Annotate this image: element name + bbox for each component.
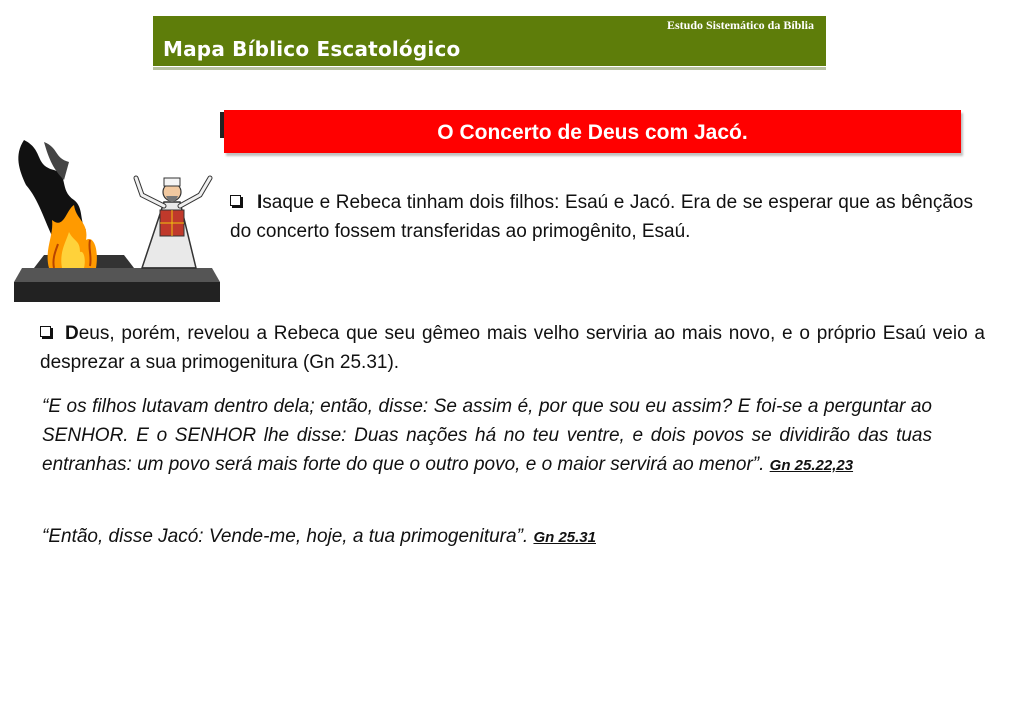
header-series: Estudo Sistemático da Bíblia xyxy=(666,18,814,32)
section-title: O Concerto de Deus com Jacó. xyxy=(437,121,748,144)
paragraph-initial: D xyxy=(65,323,79,344)
quote-reference: Gn 25.22,23 xyxy=(769,457,854,474)
quote-text: “E os filhos lutavam dentro dela; então, disse: Se assim é, por que sou eu assim? E foi-se a perguntar ao SENHOR. E o SENHOR lhe disse: Duas nações há no teu ventre, e dois povos se dividirão das tuas entranhas: um povo será mais forte do que o outro povo, e o maior servirá ao menor”. xyxy=(42,396,932,475)
square-bullet-icon xyxy=(230,195,241,206)
paragraph-isaque xyxy=(230,188,973,246)
paragraph-initial: I xyxy=(257,192,263,213)
paragraph-text: saque e Rebeca tinham dois filhos: Esaú e Jacó. Era de se esperar que as bênçãos do concerto fossem transferidas ao primogênito, Esaú. xyxy=(230,192,973,242)
quote-text: “Então, disse Jacó: Vende-me, hoje, a tua primogenitura”. xyxy=(42,526,529,547)
header-bar xyxy=(153,16,826,66)
quote-reference: Gn 25.31 xyxy=(533,529,596,546)
section-banner xyxy=(224,110,961,153)
square-bullet-icon xyxy=(40,326,51,337)
page-title: Mapa Bíblico Escatológico xyxy=(163,37,461,61)
quote-genesis-25-31 xyxy=(42,522,942,552)
paragraph-text: eus, porém, revelou a Rebeca que seu gêmeo mais velho serviria ao mais novo, e o próprio Esaú veio a desprezar a sua primogenitura (Gn 25.31). xyxy=(40,323,985,373)
header-underline xyxy=(153,67,826,70)
priest-with-altar-fire-illustration xyxy=(14,140,220,302)
quote-genesis-25-22 xyxy=(42,392,932,480)
paragraph-deus xyxy=(40,319,985,377)
